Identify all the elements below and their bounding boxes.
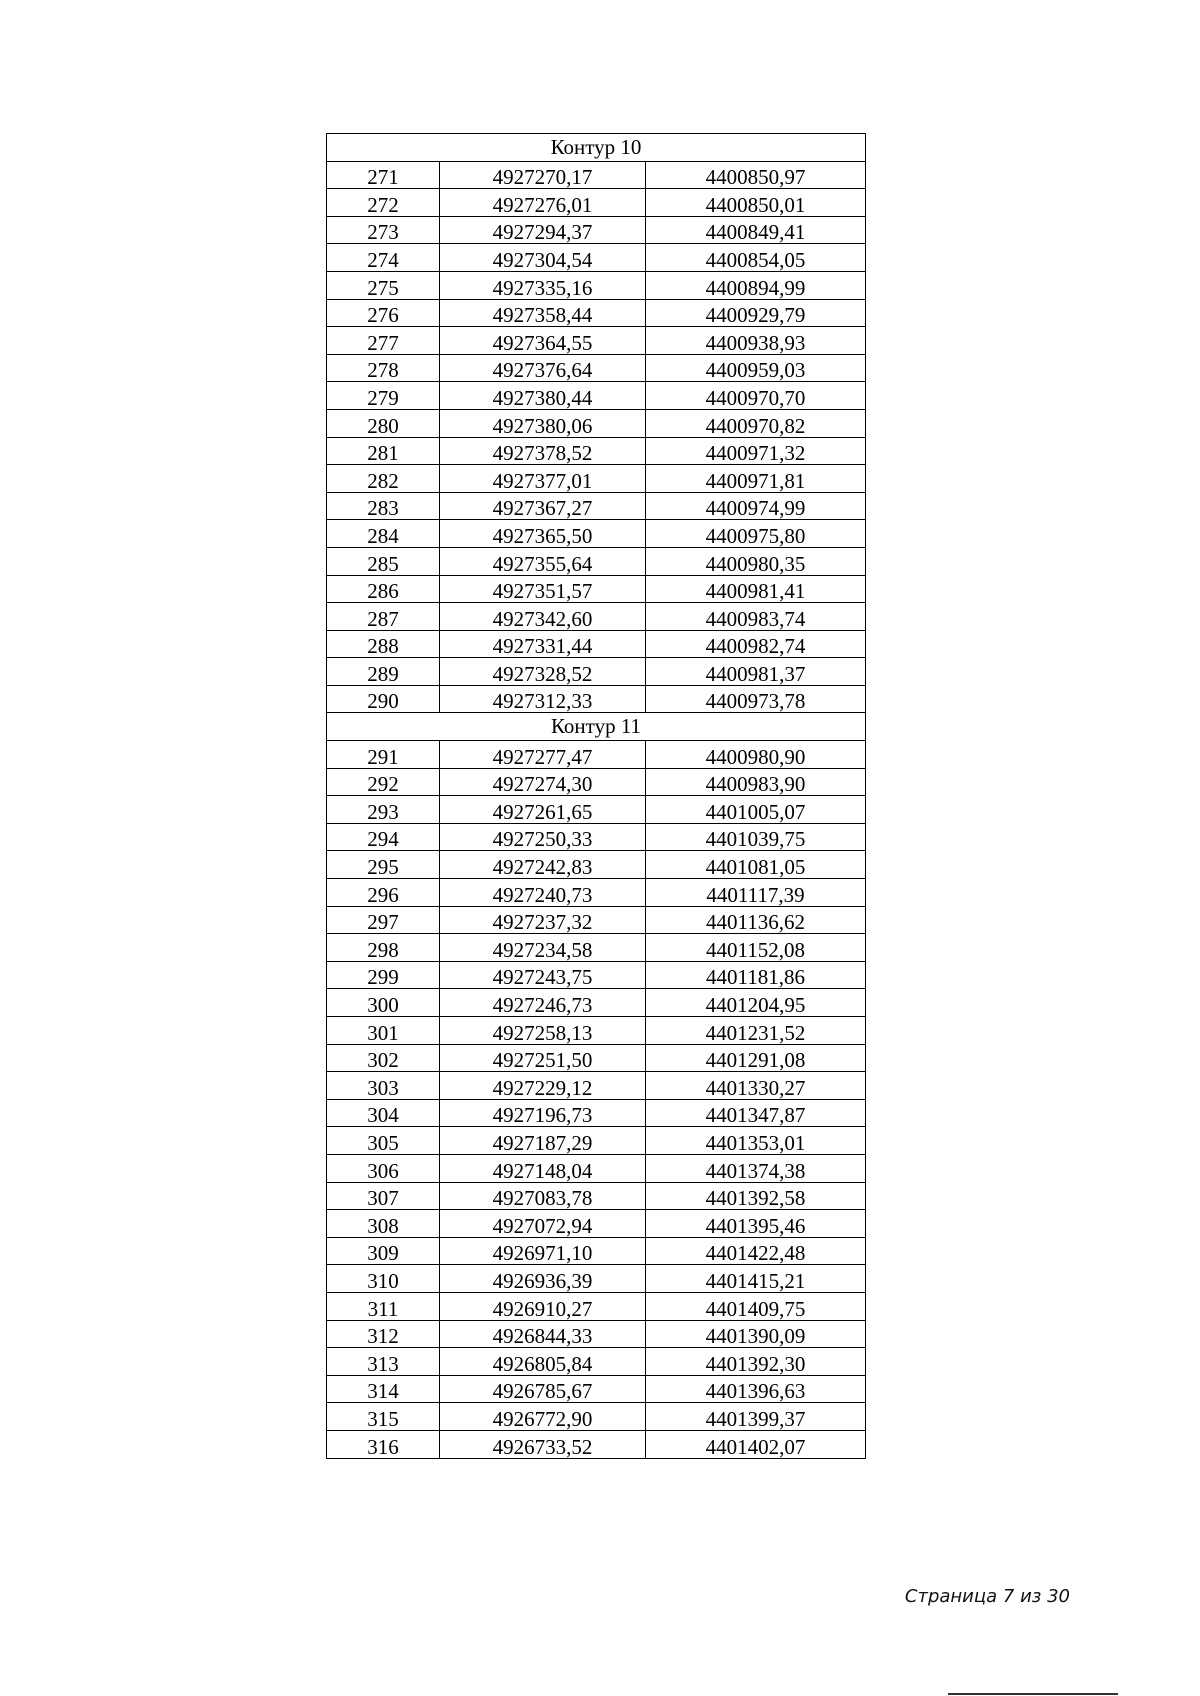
x-coordinate-cell: 4927187,29 [440, 1127, 646, 1155]
x-coordinate-cell: 4927376,64 [440, 354, 646, 382]
y-coordinate-cell: 4400971,81 [646, 465, 866, 493]
y-coordinate-cell: 4400850,97 [646, 161, 866, 189]
table-row [327, 437, 866, 465]
table-row [327, 961, 866, 989]
x-coordinate-cell: 4927240,73 [440, 879, 646, 907]
y-coordinate-cell: 4401204,95 [646, 989, 866, 1017]
y-coordinate-cell: 4400970,82 [646, 409, 866, 437]
table-row [327, 1154, 866, 1182]
point-number-cell: 286 [327, 575, 440, 603]
x-coordinate-cell: 4927251,50 [440, 1044, 646, 1072]
y-coordinate-cell: 4400850,01 [646, 189, 866, 217]
y-coordinate-cell: 4401005,07 [646, 796, 866, 824]
table-row [327, 1072, 866, 1100]
table-row [327, 271, 866, 299]
point-number-cell: 308 [327, 1210, 440, 1238]
table-row [327, 1320, 866, 1348]
y-coordinate-cell: 4401392,58 [646, 1182, 866, 1210]
x-coordinate-cell: 4927365,50 [440, 520, 646, 548]
point-number-cell: 315 [327, 1403, 440, 1431]
x-coordinate-cell: 4927243,75 [440, 961, 646, 989]
point-number-cell: 279 [327, 382, 440, 410]
point-number-cell: 273 [327, 216, 440, 244]
y-coordinate-cell: 4400982,74 [646, 630, 866, 658]
y-coordinate-cell: 4400983,74 [646, 603, 866, 631]
page-number: 7 [1002, 1586, 1015, 1607]
y-coordinate-cell: 4400980,35 [646, 547, 866, 575]
table-row [327, 851, 866, 879]
point-number-cell: 303 [327, 1072, 440, 1100]
section-header-row [327, 713, 866, 741]
y-coordinate-cell: 4401392,30 [646, 1348, 866, 1376]
x-coordinate-cell: 4927072,94 [440, 1210, 646, 1238]
x-coordinate-cell: 4927270,17 [440, 161, 646, 189]
x-coordinate-cell: 4927358,44 [440, 299, 646, 327]
table-row [327, 989, 866, 1017]
table-row [327, 520, 866, 548]
table-row [327, 1348, 866, 1376]
y-coordinate-cell: 4400849,41 [646, 216, 866, 244]
y-coordinate-cell: 4401409,75 [646, 1292, 866, 1320]
table-row [327, 934, 866, 962]
table-row [327, 603, 866, 631]
point-number-cell: 310 [327, 1265, 440, 1293]
table-row [327, 1292, 866, 1320]
y-coordinate-cell: 4401181,86 [646, 961, 866, 989]
y-coordinate-cell: 4400973,78 [646, 685, 866, 713]
x-coordinate-cell: 4927312,33 [440, 685, 646, 713]
x-coordinate-cell: 4927342,60 [440, 603, 646, 631]
point-number-cell: 274 [327, 244, 440, 272]
point-number-cell: 306 [327, 1154, 440, 1182]
point-number-cell: 294 [327, 823, 440, 851]
point-number-cell: 291 [327, 741, 440, 769]
point-number-cell: 282 [327, 465, 440, 493]
point-number-cell: 302 [327, 1044, 440, 1072]
y-coordinate-cell: 4401415,21 [646, 1265, 866, 1293]
point-number-cell: 300 [327, 989, 440, 1017]
x-coordinate-cell: 4926805,84 [440, 1348, 646, 1376]
section-header-row [327, 134, 866, 162]
table-row [327, 796, 866, 824]
section-title: Контур 11 [327, 713, 866, 741]
x-coordinate-cell: 4927377,01 [440, 465, 646, 493]
point-number-cell: 288 [327, 630, 440, 658]
x-coordinate-cell: 4927304,54 [440, 244, 646, 272]
x-coordinate-cell: 4926971,10 [440, 1237, 646, 1265]
footer-rule [948, 1693, 1118, 1695]
y-coordinate-cell: 4401396,63 [646, 1375, 866, 1403]
table-row [327, 161, 866, 189]
point-number-cell: 307 [327, 1182, 440, 1210]
y-coordinate-cell: 4401395,46 [646, 1210, 866, 1238]
table-row [327, 575, 866, 603]
table-row [327, 1017, 866, 1045]
x-coordinate-cell: 4927196,73 [440, 1099, 646, 1127]
y-coordinate-cell: 4401117,39 [646, 879, 866, 907]
x-coordinate-cell: 4927229,12 [440, 1072, 646, 1100]
x-coordinate-cell: 4927276,01 [440, 189, 646, 217]
table-row [327, 1430, 866, 1458]
y-coordinate-cell: 4400854,05 [646, 244, 866, 272]
point-number-cell: 314 [327, 1375, 440, 1403]
page-footer [905, 1586, 1070, 1607]
y-coordinate-cell: 4401081,05 [646, 851, 866, 879]
x-coordinate-cell: 4926844,33 [440, 1320, 646, 1348]
x-coordinate-cell: 4927335,16 [440, 271, 646, 299]
x-coordinate-cell: 4927246,73 [440, 989, 646, 1017]
y-coordinate-cell: 4400975,80 [646, 520, 866, 548]
point-number-cell: 316 [327, 1430, 440, 1458]
table-row [327, 547, 866, 575]
y-coordinate-cell: 4401347,87 [646, 1099, 866, 1127]
x-coordinate-cell: 4927234,58 [440, 934, 646, 962]
y-coordinate-cell: 4401399,37 [646, 1403, 866, 1431]
point-number-cell: 299 [327, 961, 440, 989]
y-coordinate-cell: 4401136,62 [646, 906, 866, 934]
point-number-cell: 276 [327, 299, 440, 327]
x-coordinate-cell: 4927242,83 [440, 851, 646, 879]
point-number-cell: 272 [327, 189, 440, 217]
table-row [327, 1237, 866, 1265]
y-coordinate-cell: 4400894,99 [646, 271, 866, 299]
x-coordinate-cell: 4927364,55 [440, 327, 646, 355]
point-number-cell: 304 [327, 1099, 440, 1127]
table-row [327, 299, 866, 327]
y-coordinate-cell: 4401422,48 [646, 1237, 866, 1265]
table-row [327, 658, 866, 686]
y-coordinate-cell: 4400959,03 [646, 354, 866, 382]
x-coordinate-cell: 4926733,52 [440, 1430, 646, 1458]
point-number-cell: 278 [327, 354, 440, 382]
x-coordinate-cell: 4926910,27 [440, 1292, 646, 1320]
point-number-cell: 295 [327, 851, 440, 879]
x-coordinate-cell: 4927380,06 [440, 409, 646, 437]
x-coordinate-cell: 4927378,52 [440, 437, 646, 465]
y-coordinate-cell: 4401330,27 [646, 1072, 866, 1100]
total-pages: 30 [1047, 1586, 1070, 1607]
y-coordinate-cell: 4401291,08 [646, 1044, 866, 1072]
point-number-cell: 305 [327, 1127, 440, 1155]
point-number-cell: 309 [327, 1237, 440, 1265]
table-row [327, 1403, 866, 1431]
y-coordinate-cell: 4400929,79 [646, 299, 866, 327]
table-row [327, 354, 866, 382]
table-row [327, 879, 866, 907]
table-row [327, 189, 866, 217]
x-coordinate-cell: 4926772,90 [440, 1403, 646, 1431]
table-row [327, 685, 866, 713]
y-coordinate-cell: 4400971,32 [646, 437, 866, 465]
x-coordinate-cell: 4927148,04 [440, 1154, 646, 1182]
point-number-cell: 289 [327, 658, 440, 686]
x-coordinate-cell: 4927277,47 [440, 741, 646, 769]
y-coordinate-cell: 4401402,07 [646, 1430, 866, 1458]
table-row [327, 1182, 866, 1210]
table-row [327, 1044, 866, 1072]
x-coordinate-cell: 4927380,44 [440, 382, 646, 410]
y-coordinate-cell: 4400980,90 [646, 741, 866, 769]
x-coordinate-cell: 4927351,57 [440, 575, 646, 603]
y-coordinate-cell: 4401353,01 [646, 1127, 866, 1155]
table-row [327, 1210, 866, 1238]
table-row [327, 823, 866, 851]
table-row [327, 906, 866, 934]
x-coordinate-cell: 4927237,32 [440, 906, 646, 934]
y-coordinate-cell: 4401039,75 [646, 823, 866, 851]
y-coordinate-cell: 4400981,37 [646, 658, 866, 686]
table-row [327, 409, 866, 437]
point-number-cell: 287 [327, 603, 440, 631]
point-number-cell: 313 [327, 1348, 440, 1376]
point-number-cell: 283 [327, 492, 440, 520]
table-row [327, 244, 866, 272]
point-number-cell: 284 [327, 520, 440, 548]
point-number-cell: 290 [327, 685, 440, 713]
x-coordinate-cell: 4927083,78 [440, 1182, 646, 1210]
table-row [327, 741, 866, 769]
point-number-cell: 277 [327, 327, 440, 355]
point-number-cell: 285 [327, 547, 440, 575]
table-row [327, 1265, 866, 1293]
table-row [327, 630, 866, 658]
coordinates-table [326, 133, 866, 1459]
point-number-cell: 275 [327, 271, 440, 299]
x-coordinate-cell: 4927355,64 [440, 547, 646, 575]
y-coordinate-cell: 4400938,93 [646, 327, 866, 355]
point-number-cell: 280 [327, 409, 440, 437]
y-coordinate-cell: 4400981,41 [646, 575, 866, 603]
x-coordinate-cell: 4927328,52 [440, 658, 646, 686]
y-coordinate-cell: 4400970,70 [646, 382, 866, 410]
page-label: Страница [904, 1586, 998, 1607]
y-coordinate-cell: 4401390,09 [646, 1320, 866, 1348]
table-row [327, 327, 866, 355]
x-coordinate-cell: 4927274,30 [440, 768, 646, 796]
point-number-cell: 301 [327, 1017, 440, 1045]
table-row [327, 216, 866, 244]
table-row [327, 1127, 866, 1155]
y-coordinate-cell: 4401152,08 [646, 934, 866, 962]
x-coordinate-cell: 4927261,65 [440, 796, 646, 824]
section-title: Контур 10 [327, 134, 866, 162]
x-coordinate-cell: 4927367,27 [440, 492, 646, 520]
point-number-cell: 297 [327, 906, 440, 934]
y-coordinate-cell: 4400983,90 [646, 768, 866, 796]
point-number-cell: 312 [327, 1320, 440, 1348]
table-row [327, 1099, 866, 1127]
table-row [327, 492, 866, 520]
table-row [327, 1375, 866, 1403]
x-coordinate-cell: 4927258,13 [440, 1017, 646, 1045]
x-coordinate-cell: 4927250,33 [440, 823, 646, 851]
x-coordinate-cell: 4927331,44 [440, 630, 646, 658]
point-number-cell: 311 [327, 1292, 440, 1320]
of-label: из [1020, 1586, 1042, 1607]
table-row [327, 768, 866, 796]
point-number-cell: 293 [327, 796, 440, 824]
y-coordinate-cell: 4400974,99 [646, 492, 866, 520]
coordinates-table-body [327, 134, 866, 1459]
point-number-cell: 292 [327, 768, 440, 796]
point-number-cell: 298 [327, 934, 440, 962]
point-number-cell: 296 [327, 879, 440, 907]
point-number-cell: 281 [327, 437, 440, 465]
table-row [327, 382, 866, 410]
x-coordinate-cell: 4926936,39 [440, 1265, 646, 1293]
y-coordinate-cell: 4401231,52 [646, 1017, 866, 1045]
table-row [327, 465, 866, 493]
x-coordinate-cell: 4926785,67 [440, 1375, 646, 1403]
point-number-cell: 271 [327, 161, 440, 189]
x-coordinate-cell: 4927294,37 [440, 216, 646, 244]
y-coordinate-cell: 4401374,38 [646, 1154, 866, 1182]
